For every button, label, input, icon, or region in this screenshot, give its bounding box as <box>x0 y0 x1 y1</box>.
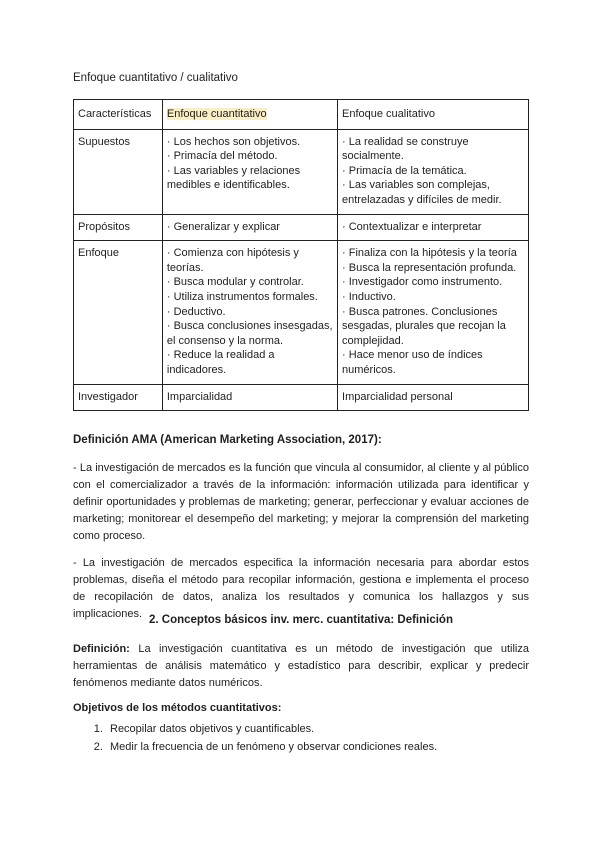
cell-line: Imparcialidad personal <box>342 390 453 403</box>
table-row <box>74 129 529 214</box>
table-row <box>74 384 529 411</box>
cell-line: · Busca conclusiones insesgadas, el consenso y la norma. <box>166 320 333 347</box>
row-label: Investigador <box>74 384 163 411</box>
cell-line: · Hace menor uso de índices numéricos. <box>342 349 483 376</box>
list-item: 1. Recopilar datos objetivos y cuantificables. <box>106 720 529 738</box>
row-label: Supuestos <box>74 129 163 214</box>
document-title: Enfoque cuantitativo / cualitativo <box>73 72 238 84</box>
table-row <box>74 214 529 241</box>
ama-paragraph-1: - La investigación de mercados es la función que vincula al consumidor, al cliente y al público con el comercializador a través de la información: información utilizada para identificar y definir oportunidades y problemas de marketing; generar, perfeccionar y evaluar acciones de marketing; monitorear el desempeño del marketing; y mejorar la comprensión del marketing como proceso. <box>73 462 529 542</box>
header-cualitativo: Enfoque cualitativo <box>338 100 529 130</box>
definition-label: Definición: <box>73 643 130 655</box>
cell-cuantitativo <box>162 241 337 384</box>
cell-line: · Deductivo. <box>166 305 226 318</box>
cell-cuantitativo <box>162 384 337 411</box>
objectives-list <box>73 720 529 756</box>
cell-line: · Busca modular y controlar. <box>166 276 304 289</box>
header-cuantitativo-highlight: Enfoque cuantitativo <box>166 108 267 120</box>
cell-line: · Primacía del método. <box>166 150 278 163</box>
definition-text: La investigación cuantitativa es un método de investigación que utiliza herramientas de análisis matemático y estadístico para describir, explicar y predecir fenómenos mediante datos numéricos. <box>73 643 529 689</box>
ama-paragraph-2: - La investigación de mercados especifica la información necesaria para abordar estos problemas, diseña el método para recopilar información, gestiona e implementa el proceso de recopilación de datos, analiza los resultados y comunica los hallazgos y sus implicaciones. <box>73 557 529 620</box>
ama-heading: Definición AMA (American Marketing Association, 2017): <box>73 434 382 446</box>
list-item: 2. Medir la frecuencia de un fenómeno y observar condiciones reales. <box>106 738 529 756</box>
cell-line: · Reduce la realidad a indicadores. <box>166 349 275 376</box>
cell-line: · Generalizar y explicar <box>166 220 280 233</box>
cell-cualitativo <box>338 241 529 384</box>
definition-paragraph <box>73 641 529 692</box>
cell-line: · Comienza con hipótesis y teorías. <box>166 247 299 274</box>
row-label: Enfoque <box>74 241 163 384</box>
cell-line: · Los hechos son objetivos. <box>166 135 301 148</box>
cell-line: · Inductivo. <box>342 290 396 303</box>
cell-line: · Investigador como instrumento. <box>342 276 503 289</box>
cell-cuantitativo <box>162 129 337 214</box>
cell-line: · Busca patrones. Conclusiones sesgadas, plurales que recojan la complejidad. <box>342 305 506 347</box>
cell-line: · Busca la representación profunda. <box>342 261 517 274</box>
cell-line: Imparcialidad <box>166 390 233 403</box>
comparison-table <box>73 99 529 411</box>
cell-line: · Las variables son complejas, entrelazadas y difíciles de medir. <box>342 179 502 206</box>
section-2-heading: 2. Conceptos básicos inv. merc. cuantitativa: Definición <box>149 614 453 626</box>
cell-cualitativo <box>338 214 529 241</box>
header-cuantitativo <box>162 100 337 130</box>
cell-line: · Primacía de la temática. <box>342 164 467 177</box>
cell-cualitativo <box>338 384 529 411</box>
cell-line: · La realidad se construye socialmente. <box>342 135 469 163</box>
cell-line: · Las variables y relaciones medibles e identificables. <box>166 164 301 192</box>
table-row <box>74 241 529 384</box>
cell-line: · Finaliza con la hipótesis y la teoría <box>342 247 517 260</box>
cell-cuantitativo <box>162 214 337 241</box>
table-header-row <box>74 100 529 130</box>
cell-cualitativo <box>338 129 529 214</box>
cell-line: · Utiliza instrumentos formales. <box>166 290 318 303</box>
header-caracteristicas: Características <box>74 100 163 130</box>
cell-line: · Contextualizar e interpretar <box>342 220 482 233</box>
row-label: Propósitos <box>74 214 163 241</box>
objectives-heading: Objetivos de los métodos cuantitativos: <box>73 702 282 714</box>
